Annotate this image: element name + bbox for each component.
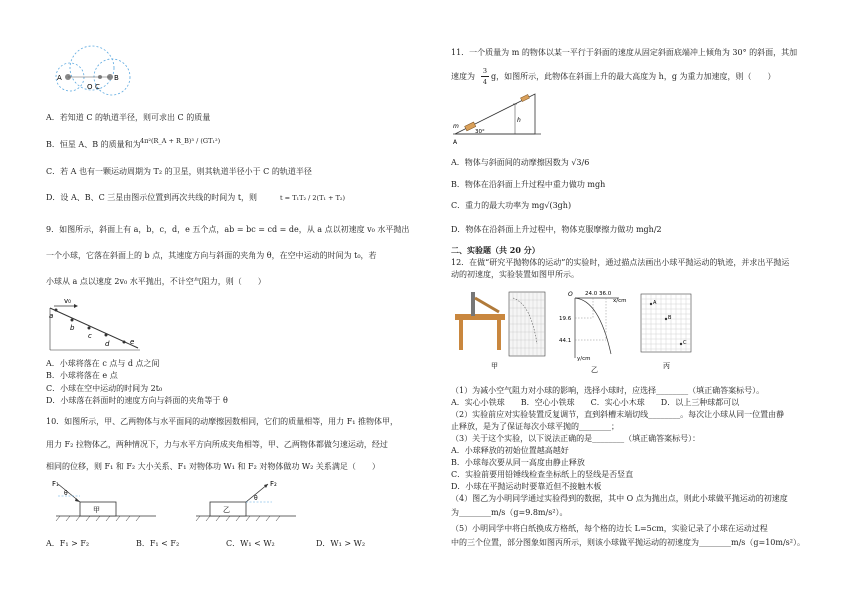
svg-text:a: a	[49, 312, 54, 320]
q8-option-b: B．恒星 A、B 的质量和为	[46, 140, 141, 149]
q10-option-a: A．F₁ > F₂	[46, 539, 90, 548]
trajectory-graph	[559, 291, 627, 374]
q11-line-2a: 速度为	[451, 72, 475, 81]
svg-text:30°: 30°	[475, 129, 485, 135]
q10-line-3: 相同的位移，则 F₁ 和 F₂ 大小关系、F₁ 对物体功 W₁ 和 F₂ 对物体做功 W₂ 关系满足（ ）	[46, 462, 380, 471]
q8-d-formula: t = T₁T₂ / 2(T₁ + T₂)	[280, 194, 346, 202]
section-title: 二、实验题（共 20 分）	[451, 245, 540, 255]
q12-part3: （3）关于这个实验，以下说法正确的是________（填正确答案标号）：	[451, 434, 701, 443]
q9-line-3: 小球从 a 点以速度 2v₀ 水平抛出，不计空气阻力，则（ ）	[46, 277, 266, 286]
q12-line-1: 12．在做“研究平抛物体的运动”的实验时，通过描点法画出小球平抛运动的轨迹，并求出平抛运	[451, 258, 790, 267]
svg-text:C: C	[683, 340, 687, 346]
q12-part2-b: 止释放，是为了保证每次小球平抛的________；	[451, 422, 619, 431]
q10-option-c: C．W₁ < W₂	[226, 539, 275, 548]
q11-frac-num: 3	[482, 67, 488, 75]
svg-text:θ: θ	[64, 490, 68, 497]
svg-text:c: c	[88, 332, 92, 340]
q10-force-figure	[46, 478, 346, 522]
q10-line-1: 10．如图所示，甲、乙两物体与水平面间的动摩擦因数相同，它们的质量相等，用力 F₁ 推物体甲，	[46, 417, 399, 426]
q9-option-a: A．小球将落在 c 点与 d 点之间	[46, 359, 160, 368]
q8-option-d: D．设 A、B、C 三星由图示位置到再次共线的时间为 t，则	[46, 193, 258, 202]
svg-text:F₂: F₂	[270, 480, 277, 488]
svg-text:b: b	[70, 324, 75, 332]
svg-text:B: B	[668, 315, 672, 321]
q11-option-a: A．物体与斜面间的动摩擦因数为 √3/6	[451, 158, 590, 167]
q12-part1-options: A．实心小铁球 B．空心小铁球 C．实心小木球 D．以上三种球都可以	[451, 398, 740, 407]
q8-option-a: A．若知道 C 的轨道半径，则可求出 C 的质量	[46, 113, 211, 122]
grid-graph	[641, 294, 691, 370]
q9-option-b: B．小球将落在 e 点	[46, 371, 118, 380]
q8-b-formula: 4π²(R_A + R_B)³ / (GT₁²)	[140, 137, 221, 145]
q12-part1: （1）为减小空气阻力对小球的影响，选择小球时，应选择________（填正确答案标号）。	[451, 386, 765, 395]
svg-text:e: e	[130, 338, 135, 346]
svg-text:h: h	[517, 117, 521, 124]
q11-line-2b: g，如图所示，此物体在斜面上升的最大高度为 h，g 为重力加速度，则（ ）	[491, 72, 776, 81]
svg-text:F₁: F₁	[52, 480, 59, 488]
q9-option-c: C．小球在空中运动的时间为 2t₀	[46, 384, 163, 393]
q12-part3-option-d: D．小球在平抛运动时要靠近但不接触木板	[451, 482, 602, 491]
q12-part5-b: 中的三个位置，部分图象如图丙所示，则该小球做平抛运动的初速度为________m/s（g=10m/s²）。	[451, 538, 805, 547]
q9-option-d: D．小球落在斜面时的速度方向与斜面的夹角等于 θ	[46, 396, 228, 405]
q11-frac-den: 4	[482, 78, 488, 86]
q10-option-b: B．F₁ < F₂	[136, 539, 180, 548]
q12-part3-option-b: B．小球每次要从同一高度由静止释放	[451, 458, 585, 467]
svg-text:乙: 乙	[591, 366, 598, 374]
svg-text:丙: 丙	[663, 362, 670, 370]
svg-text:y/cm: y/cm	[577, 356, 591, 362]
svg-text:O: O	[87, 83, 93, 91]
svg-text:甲: 甲	[93, 506, 100, 514]
svg-text:36.0: 36.0	[599, 291, 612, 297]
q12-part2-a: （2）实验前应对实验装置反复调节，直到斜槽末端切线________。每次让小球从同一位置由静	[451, 410, 785, 419]
q12-figures	[451, 284, 701, 374]
q12-part3-option-c: C．实验前要用铅锤线检查坐标纸上的竖线是否竖直	[451, 470, 634, 479]
q9-line-1: 9．如图所示，斜面上有 a，b，c，d，e 五个点，ab = bc = cd = de，从 a 点以初速度 v₀ 水平抛出	[46, 225, 410, 234]
svg-text:d: d	[105, 340, 110, 348]
svg-text:m: m	[453, 123, 459, 130]
q9-line-2: 一个小球，它落在斜面上的 b 点，其速度方向与斜面的夹角为 θ，在空中运动的时间为 t₀，若	[46, 251, 377, 260]
q8-option-c: C．若 A 也有一颗运动周期为 T₂ 的卫星，则其轨道半径小于 C 的轨道半径	[46, 167, 312, 176]
q11-option-d: D．物体在沿斜面上升过程中，物体克服摩擦力做功 mgh/2	[451, 225, 662, 234]
svg-text:B: B	[114, 74, 119, 82]
q12-part3-option-a: A．小球释放的初始位置越高越好	[451, 446, 569, 455]
q10-line-2: 用力 F₂ 拉物体乙，两种情况下，力与水平方向所成夹角相等，甲、乙两物体都做匀速运动，经过	[46, 440, 388, 449]
svg-text:24.0: 24.0	[585, 291, 598, 297]
svg-text:A: A	[57, 74, 62, 82]
apparatus-figure	[455, 292, 545, 370]
svg-text:44.1: 44.1	[559, 338, 572, 344]
q9-incline-figure	[46, 292, 146, 354]
svg-text:v₀: v₀	[64, 297, 71, 305]
q12-part4-b: 为________m/s（g=9.8m/s²）。	[451, 508, 568, 517]
svg-text:O: O	[568, 291, 573, 298]
svg-text:19.6: 19.6	[559, 316, 572, 322]
svg-text:C: C	[95, 83, 100, 91]
svg-text:甲: 甲	[491, 362, 498, 370]
q12-part4-a: （4）图乙为小明同学通过实验得到的数据，其中 O 点为抛出点，则此小球做平抛运动的初速度	[451, 494, 788, 503]
q12-part5-a: （5）小明同学中将白纸换成方格纸，每个格的边长 L=5cm，实验记录了小球在运动过程	[451, 524, 768, 533]
q10-option-d: D．W₁ > W₂	[316, 539, 366, 548]
orbit-figure	[54, 40, 144, 96]
q11-line-1: 11．一个质量为 m 的物体以某一平行于斜面的速度从固定斜面底端冲上倾角为 30° 的斜面，其加	[451, 48, 798, 57]
q11-option-b: B．物体在沿斜面上升过程中重力做功 mgh	[451, 180, 606, 189]
svg-text:A: A	[453, 139, 458, 146]
svg-text:乙: 乙	[223, 506, 230, 514]
svg-text:x/cm: x/cm	[613, 298, 627, 304]
svg-text:θ: θ	[254, 495, 258, 502]
q11-incline-figure	[451, 86, 543, 148]
svg-text:A: A	[653, 300, 657, 306]
q12-line-2: 动的初速度，实验装置如图甲所示。	[451, 270, 579, 279]
q11-option-c: C．重力的最大功率为 mg√(3gh)	[451, 201, 572, 210]
